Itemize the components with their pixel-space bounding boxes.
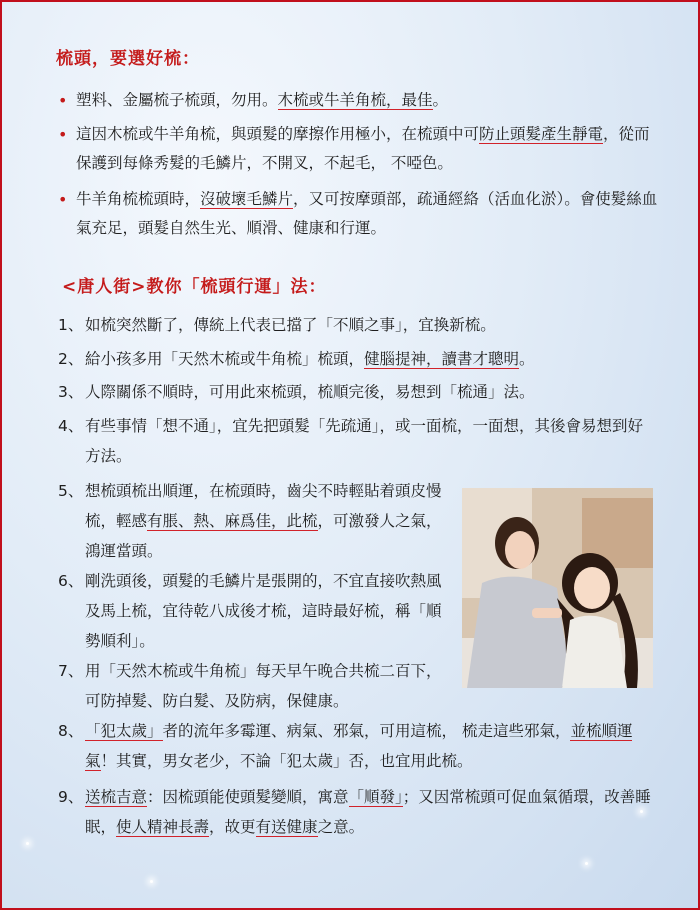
sparkle — [585, 862, 588, 865]
sparkle — [150, 880, 153, 883]
list-item: 9、 送梳吉意：因梳頭能使頭髮變順，寓意「順發」；又因常梳頭可促血氣循環，改善睡眠，使人精神長壽，故更有送健康之意。 — [58, 788, 651, 836]
bullet-dot-icon: • — [58, 125, 68, 144]
list-item: 5、 想梳頭梳出順運，在梳頭時，齒尖不時輕貼着頭皮慢梳，輕感有脹、熱、麻爲佳，此梳，可激發人之氣，鴻運當頭。 — [58, 482, 442, 560]
list-item: 8、 「犯太歲」者的流年多霉運、病氣、邪氣，可用這梳， 梳走這些邪氣，並梳順運氣！其實，男女老少，不論「犯太歲」否，也宜用此梳。 — [58, 722, 633, 770]
section-heading-method: <唐人街>教你「梳頭行運」法： — [62, 277, 327, 297]
bullet-item: • 牛羊角梳梳頭時，沒破壞毛鱗片，又可按摩頭部，疏通經絡（活血化淤）。會使髮絲血氣充足，頭髮自然生光、順滑、健康和行運。 — [58, 185, 658, 243]
list-item: 7、 用「天然木梳或牛角梳」每天早午晚合共梳二百下，可防掉髮、防白髮、及防病，保健康。 — [58, 662, 442, 710]
bullet-dot-icon: • — [58, 190, 68, 209]
sparkle — [26, 842, 29, 845]
list-item: 3、 人際關係不順時，可用此來梳頭，梳順完後，易想到「梳通」法。 — [58, 383, 535, 401]
list-item: 4、 有些事情「想不通」，宜先把頭髮「先疏通」，或一面梳，一面想，其後會易想到好方法。 — [58, 417, 644, 465]
bullet-dot-icon: • — [58, 91, 68, 110]
list-item: 6、 剛洗頭後，頭髮的毛鱗片是張開的，不宜直接吹熱風及馬上梳，宜待乾八成後才梳，這時最好梳，稱「順勢順利」。 — [58, 572, 442, 650]
bullet-item: • 塑料、金屬梳子梳頭，勿用。木梳或牛羊角梳，最佳。 — [58, 86, 658, 115]
mother-combing-daughter-photo — [462, 488, 653, 688]
photo-illustration — [462, 488, 653, 688]
section-heading-comb-choice: 梳頭，要選好梳： — [56, 49, 200, 69]
list-item: 1、 如梳突然斷了，傳統上代表已擋了「不順之事」，宜換新梳。 — [58, 316, 496, 334]
bullet-item: • 這因木梳或牛羊角梳，與頭髮的摩擦作用極小，在梳頭中可防止頭髮產生靜電，從而保護到每條秀髮的毛鱗片，不開叉，不起毛， 不啞色。 — [58, 120, 658, 178]
list-item: 2、 給小孩多用「天然木梳或牛角梳」梳頭，健腦提神，讀書才聰明。 — [58, 350, 535, 368]
